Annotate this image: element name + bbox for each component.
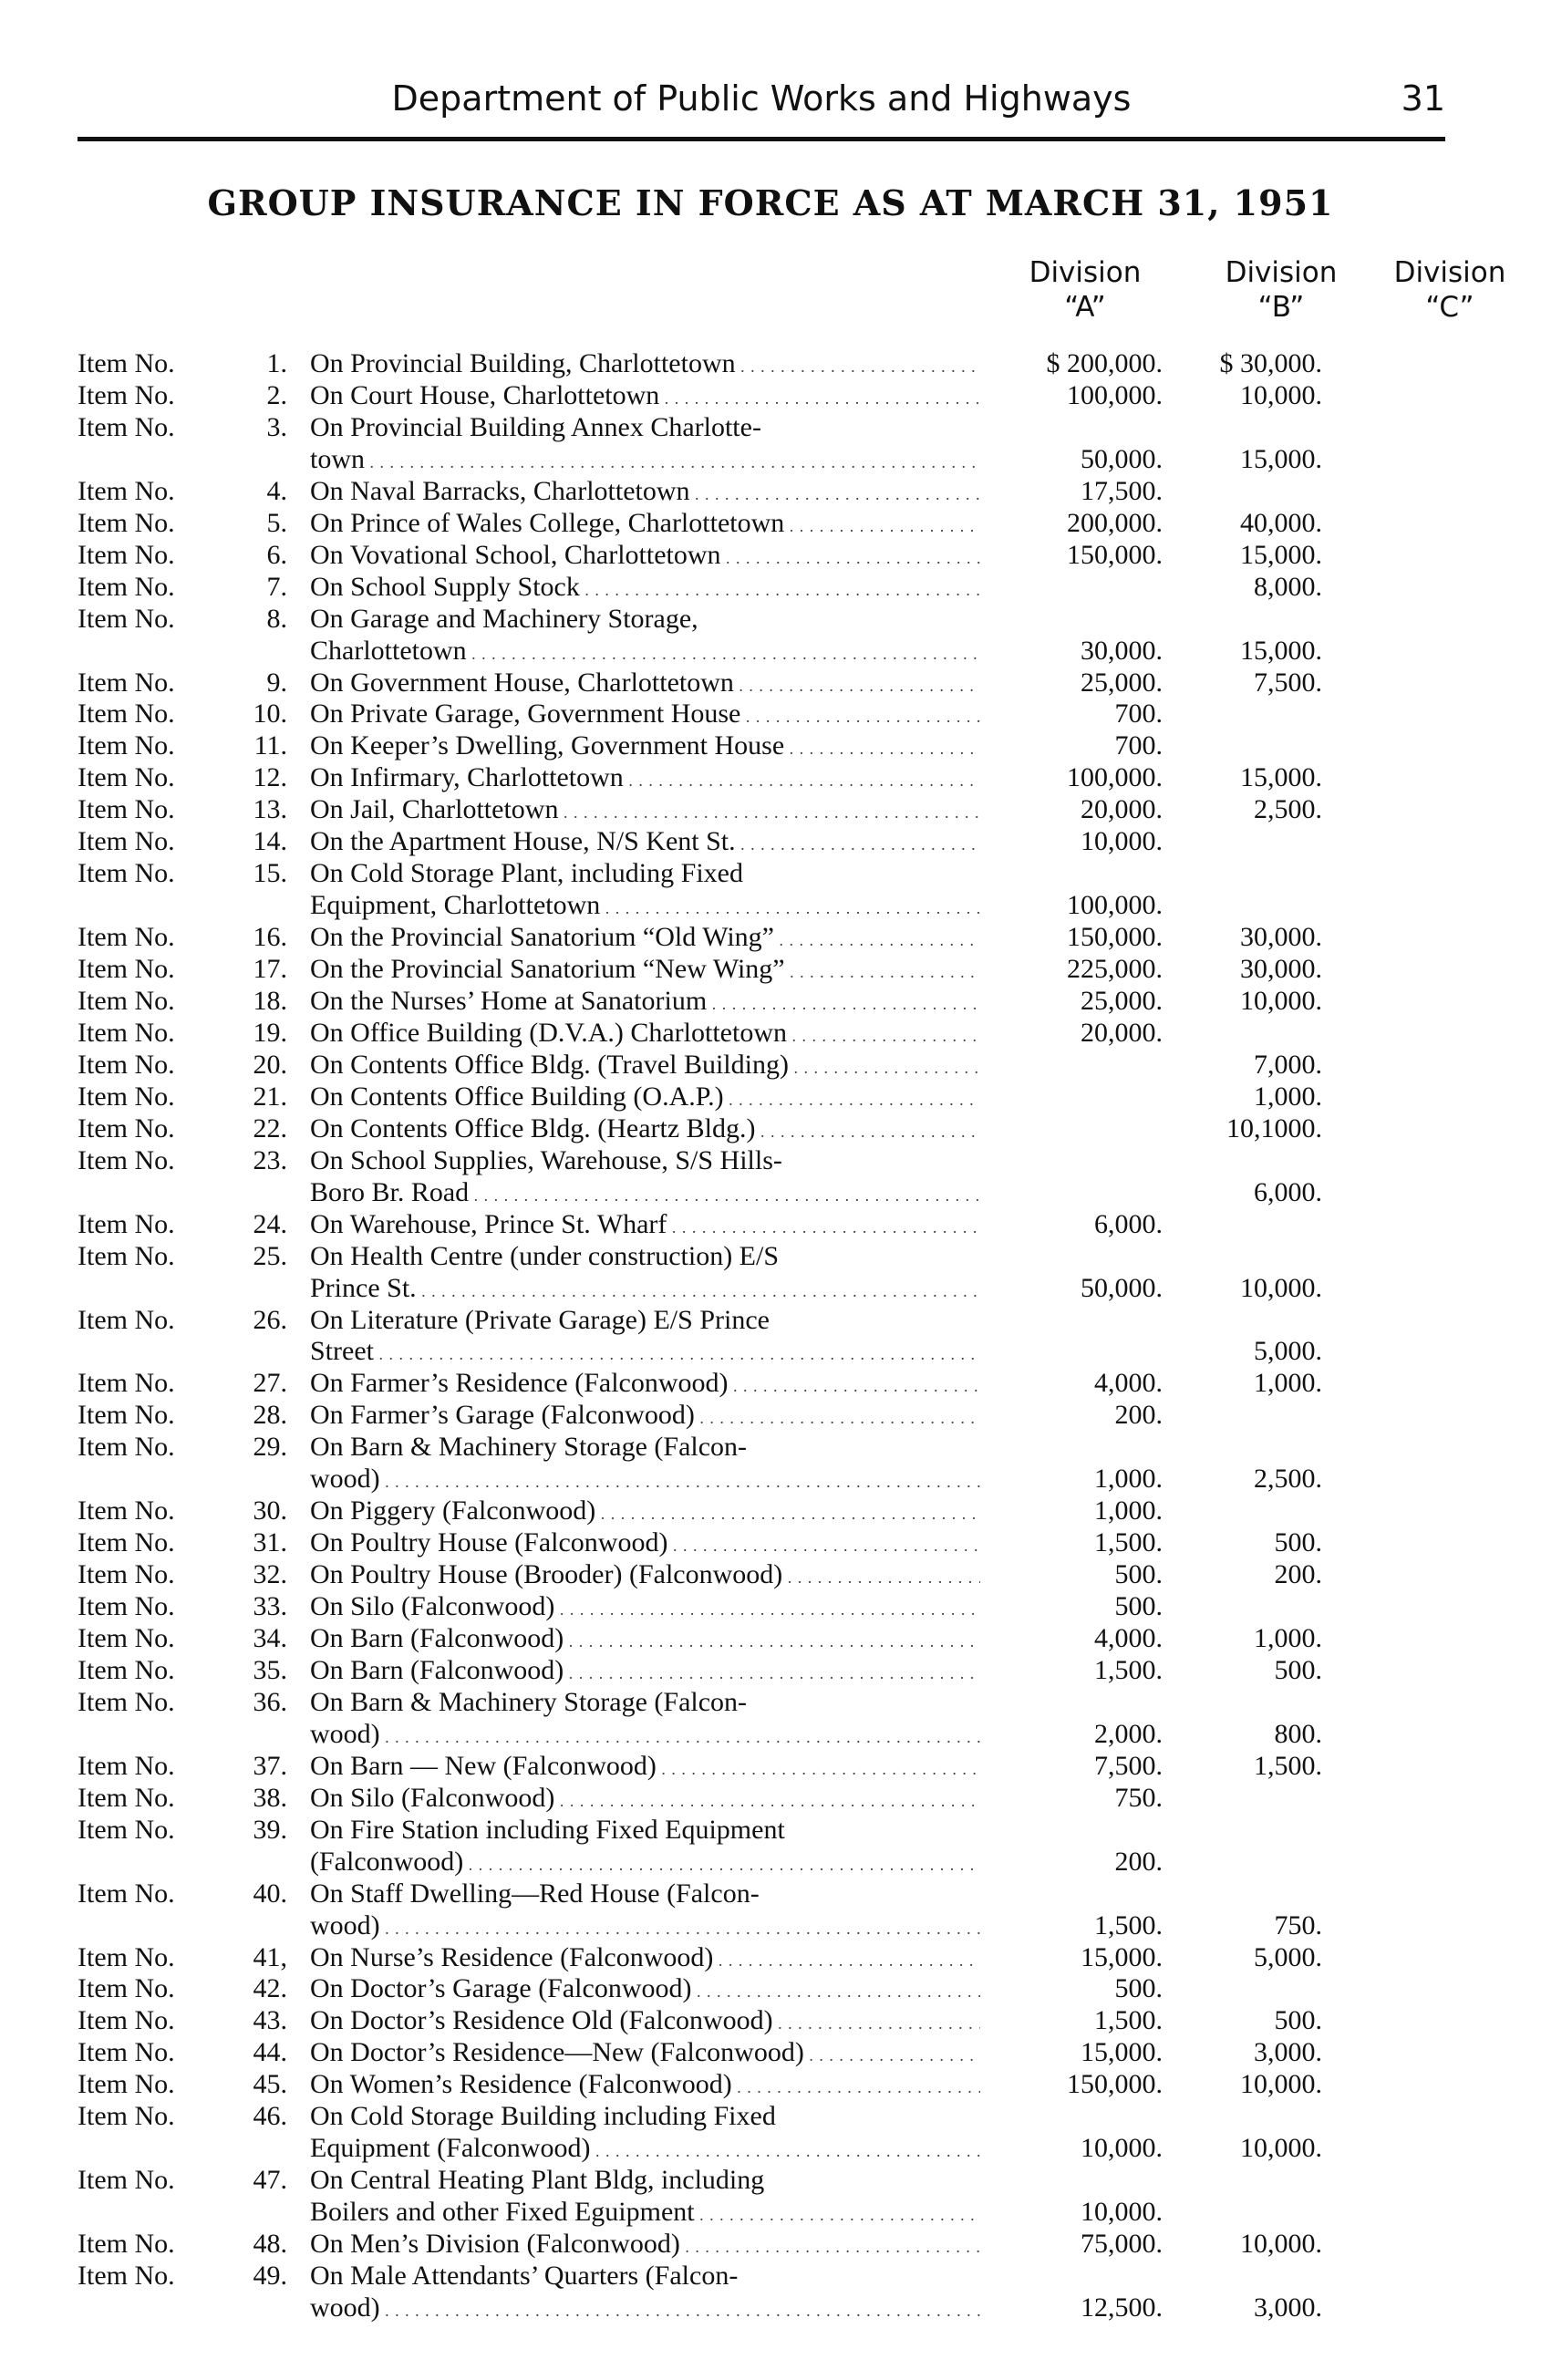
division-b-amount: 500. xyxy=(1274,1527,1322,1558)
item-label: Item No. xyxy=(78,1432,175,1463)
item-description: On Contents Office Building (O.A.P.) . . . xyxy=(310,1081,980,1112)
item-description: On Piggery (Falconwood) . . . xyxy=(310,1495,980,1526)
division-b-amount: 2,500. xyxy=(1254,1464,1322,1495)
item-label: Item No. xyxy=(78,1814,175,1845)
item-label: Item No. xyxy=(78,1591,175,1622)
item-label: Item No. xyxy=(78,1750,175,1781)
item-description: wood) . . . xyxy=(310,1909,980,1941)
division-b-amount: 10,000. xyxy=(1240,2229,1322,2260)
division-a-amount: 500. xyxy=(1114,1591,1163,1622)
division-a-amount: 100,000. xyxy=(1067,379,1163,410)
item-description: Prince St. . . . xyxy=(310,1272,980,1304)
division-a-amount: 150,000. xyxy=(1067,539,1163,570)
item-description: On Doctor’s Residence Old (Falconwood) . . . xyxy=(310,2004,980,2036)
division-a-amount: 6,000. xyxy=(1094,1208,1163,1239)
item-label: Item No. xyxy=(78,1081,175,1112)
division-a-amount: 50,000. xyxy=(1081,1272,1163,1303)
item-label: Item No. xyxy=(78,1112,175,1143)
division-a-amount: 10,000. xyxy=(1081,2133,1163,2164)
item-number: 43. xyxy=(253,2005,287,2036)
item-number: 41, xyxy=(253,1941,287,1972)
division-b-amount: 40,000. xyxy=(1240,507,1322,538)
item-label: Item No. xyxy=(78,1654,175,1685)
item-label: Item No. xyxy=(78,571,175,602)
item-description: On Infirmary, Charlottetown . . . xyxy=(310,761,980,793)
item-description: Equipment, Charlottetown . . . xyxy=(310,889,980,921)
item-number: 36. xyxy=(253,1686,287,1717)
division-a-amount: 15,000. xyxy=(1081,2037,1163,2068)
item-description: On Cold Storage Building including Fixed xyxy=(310,2101,776,2132)
item-number: 24. xyxy=(253,1208,287,1239)
item-number: 26. xyxy=(253,1304,287,1335)
division-b-amount: 10,000. xyxy=(1240,379,1322,410)
item-number: 35. xyxy=(253,1654,287,1685)
column-header-line: Division xyxy=(1225,256,1338,289)
item-label: Item No. xyxy=(78,922,175,953)
division-b-amount: 15,000. xyxy=(1240,443,1322,474)
page-number: 31 xyxy=(1401,78,1445,119)
item-number: 21. xyxy=(253,1081,287,1112)
item-label: Item No. xyxy=(78,1400,175,1431)
item-description: Charlottetown . . . xyxy=(310,635,980,667)
division-b-amount: 5,000. xyxy=(1254,1941,1322,1972)
division-b-amount: 15,000. xyxy=(1240,762,1322,793)
item-label: Item No. xyxy=(78,1304,175,1335)
item-label: Item No. xyxy=(78,1017,175,1048)
division-a-amount: 20,000. xyxy=(1081,794,1163,825)
item-description: On Poultry House (Falconwood) . . . xyxy=(310,1526,980,1558)
item-label: Item No. xyxy=(78,411,175,442)
item-label: Item No. xyxy=(78,348,175,378)
item-label: Item No. xyxy=(78,826,175,857)
item-description: On Provincial Building Annex Charlotte- xyxy=(310,411,761,442)
item-number: 3. xyxy=(266,411,287,442)
division-b-amount: 10,000. xyxy=(1240,986,1322,1016)
item-number: 38. xyxy=(253,1782,287,1813)
item-number: 30. xyxy=(253,1495,287,1526)
item-number: 11. xyxy=(253,730,287,761)
division-a-amount: 1,000. xyxy=(1094,1464,1163,1495)
item-number: 1. xyxy=(266,348,287,378)
item-description: On School Supplies, Warehouse, S/S Hills- xyxy=(310,1144,782,1175)
division-b-amount: $ 30,000. xyxy=(1219,348,1322,378)
item-label: Item No. xyxy=(78,986,175,1016)
item-description: On Garage and Machinery Storage, xyxy=(310,603,698,634)
item-description: On Farmer’s Residence (Falconwood) . . . xyxy=(310,1367,980,1399)
item-description: On Naval Barracks, Charlottetown . . . xyxy=(310,475,980,507)
item-number: 47. xyxy=(253,2165,287,2196)
item-number: 40. xyxy=(253,1878,287,1909)
division-a-amount: 200,000. xyxy=(1067,507,1163,538)
item-number: 17. xyxy=(253,954,287,985)
column-header-letter: “A” xyxy=(1064,291,1106,324)
item-label: Item No. xyxy=(78,954,175,985)
division-a-amount: 100,000. xyxy=(1067,762,1163,793)
item-number: 37. xyxy=(253,1750,287,1781)
item-description: On Fire Station including Fixed Equipment xyxy=(310,1814,785,1845)
item-label: Item No. xyxy=(78,1686,175,1717)
item-description: On Office Building (D.V.A.) Charlottetown . . . xyxy=(310,1017,980,1049)
division-b-amount: 15,000. xyxy=(1240,635,1322,666)
item-number: 32. xyxy=(253,1559,287,1590)
item-number: 31. xyxy=(253,1527,287,1558)
division-b-amount: 1,000. xyxy=(1254,1623,1322,1653)
item-label: Item No. xyxy=(78,1208,175,1239)
item-label: Item No. xyxy=(78,1973,175,2004)
division-b-amount: 15,000. xyxy=(1240,539,1322,570)
item-description: On Jail, Charlottetown . . . xyxy=(310,793,980,825)
item-description: On Provincial Building, Charlottetown . . . xyxy=(310,347,980,379)
division-a-amount: 25,000. xyxy=(1081,986,1163,1016)
item-description: On Central Heating Plant Bldg, including xyxy=(310,2165,765,2196)
division-b-amount: 750. xyxy=(1274,1909,1322,1940)
item-number: 19. xyxy=(253,1017,287,1048)
division-a-amount: 1,500. xyxy=(1094,1654,1163,1685)
division-a-amount: 12,500. xyxy=(1081,2292,1163,2323)
item-label: Item No. xyxy=(78,730,175,761)
item-description: On Farmer’s Garage (Falconwood) . . . xyxy=(310,1399,980,1431)
division-b-amount: 8,000. xyxy=(1254,571,1322,602)
item-description: On Contents Office Bldg. (Travel Building) . . . xyxy=(310,1049,980,1081)
item-label: Item No. xyxy=(78,603,175,634)
division-a-amount: 4,000. xyxy=(1094,1368,1163,1399)
item-number: 25. xyxy=(253,1240,287,1271)
item-label: Item No. xyxy=(78,1527,175,1558)
item-number: 20. xyxy=(253,1049,287,1080)
division-a-amount: 100,000. xyxy=(1067,890,1163,921)
division-b-amount: 5,000. xyxy=(1254,1336,1322,1367)
item-description: On Vovational School, Charlottetown . . . xyxy=(310,539,980,571)
item-label: Item No. xyxy=(78,1240,175,1271)
item-number: 44. xyxy=(253,2037,287,2068)
item-description: On Poultry House (Brooder) (Falconwood) . . . xyxy=(310,1558,980,1590)
item-description: On Keeper’s Dwelling, Government House . . . xyxy=(310,730,980,761)
division-b-amount: 10,1000. xyxy=(1226,1112,1322,1143)
column-header-line: Division xyxy=(1029,256,1142,289)
item-number: 13. xyxy=(253,794,287,825)
item-description: On Warehouse, Prince St. Wharf . . . xyxy=(310,1208,980,1240)
item-number: 27. xyxy=(253,1368,287,1399)
division-b-amount: 800. xyxy=(1274,1718,1322,1749)
division-a-amount: 15,000. xyxy=(1081,1941,1163,1972)
item-description: On the Provincial Sanatorium “Old Wing” . . . xyxy=(310,921,980,953)
division-a-amount: 1,000. xyxy=(1094,1495,1163,1526)
item-number: 23. xyxy=(253,1144,287,1175)
item-description: On Barn & Machinery Storage (Falcon- xyxy=(310,1432,748,1463)
division-b-amount: 2,500. xyxy=(1254,794,1322,825)
item-number: 10. xyxy=(253,698,287,730)
item-description: On Male Attendants’ Quarters (Falcon- xyxy=(310,2261,739,2291)
item-description: On Silo (Falconwood) . . . xyxy=(310,1782,980,1814)
item-description: On Prince of Wales College, Charlottetown . . . xyxy=(310,507,980,539)
item-label: Item No. xyxy=(78,1941,175,1972)
item-description: On Women’s Residence (Falconwood) . . . xyxy=(310,2068,980,2100)
division-a-amount: 1,500. xyxy=(1094,1909,1163,1940)
division-b-amount: 1,000. xyxy=(1254,1081,1322,1112)
item-number: 22. xyxy=(253,1112,287,1143)
item-description: On the Provincial Sanatorium “New Wing” . . . xyxy=(310,953,980,985)
item-label: Item No. xyxy=(78,762,175,793)
item-number: 5. xyxy=(266,507,287,538)
item-description: On the Nurses’ Home at Sanatorium . . . xyxy=(310,985,980,1017)
item-number: 18. xyxy=(253,986,287,1016)
item-description: On Barn & Machinery Storage (Falcon- xyxy=(310,1686,748,1717)
division-a-amount: 10,000. xyxy=(1081,2197,1163,2228)
item-description: wood) . . . xyxy=(310,1718,980,1750)
item-description: On Doctor’s Residence—New (Falconwood) . . . xyxy=(310,2036,980,2068)
item-label: Item No. xyxy=(78,698,175,730)
item-description: Street . . . xyxy=(310,1335,980,1367)
running-head-title: Department of Public Works and Highways xyxy=(391,78,1132,119)
division-b-amount: 3,000. xyxy=(1254,2037,1322,2068)
item-description: On School Supply Stock . . . xyxy=(310,571,980,603)
division-a-amount: 750. xyxy=(1114,1782,1163,1813)
item-label: Item No. xyxy=(78,1049,175,1080)
division-b-amount: 6,000. xyxy=(1254,1176,1322,1207)
item-description: On Doctor’s Garage (Falconwood) . . . xyxy=(310,1972,980,2004)
item-number: 48. xyxy=(253,2229,287,2260)
item-number: 6. xyxy=(266,539,287,570)
division-b-amount: 3,000. xyxy=(1254,2292,1322,2323)
item-label: Item No. xyxy=(78,1368,175,1399)
division-a-amount: 10,000. xyxy=(1081,826,1163,857)
item-number: 33. xyxy=(253,1591,287,1622)
division-a-amount: 225,000. xyxy=(1067,954,1163,985)
item-description: On Barn — New (Falconwood) . . . xyxy=(310,1750,980,1782)
item-description: On Government House, Charlottetown . . . xyxy=(310,667,980,698)
item-label: Item No. xyxy=(78,794,175,825)
item-description: wood) . . . xyxy=(310,2292,980,2323)
item-number: 29. xyxy=(253,1432,287,1463)
division-a-amount: 500. xyxy=(1114,1559,1163,1590)
column-header-letter: “C” xyxy=(1425,291,1474,324)
item-description: On Literature (Private Garage) E/S Prince xyxy=(310,1304,770,1335)
item-description: On Silo (Falconwood) . . . xyxy=(310,1590,980,1622)
item-description: On Private Garage, Government House . . . xyxy=(310,698,980,730)
item-description: On Staff Dwelling—Red House (Falcon- xyxy=(310,1878,760,1909)
item-label: Item No. xyxy=(78,2165,175,2196)
item-number: 49. xyxy=(253,2261,287,2291)
item-label: Item No. xyxy=(78,1495,175,1526)
item-description: Equipment (Falconwood) . . . xyxy=(310,2132,980,2164)
division-a-amount: 7,500. xyxy=(1094,1750,1163,1781)
item-label: Item No. xyxy=(78,2229,175,2260)
item-label: Item No. xyxy=(78,1623,175,1653)
item-description: On Barn (Falconwood) . . . xyxy=(310,1622,980,1654)
item-label: Item No. xyxy=(78,667,175,698)
division-b-amount: 500. xyxy=(1274,2005,1322,2036)
item-number: 39. xyxy=(253,1814,287,1845)
division-b-amount: 30,000. xyxy=(1240,954,1322,985)
division-b-amount: 200. xyxy=(1274,1559,1322,1590)
item-label: Item No. xyxy=(78,507,175,538)
item-label: Item No. xyxy=(78,539,175,570)
division-b-amount: 1,000. xyxy=(1254,1368,1322,1399)
item-description: On Barn (Falconwood) . . . xyxy=(310,1654,980,1686)
division-a-amount: 200. xyxy=(1114,1400,1163,1431)
division-a-amount: 4,000. xyxy=(1094,1623,1163,1653)
division-b-amount: 10,000. xyxy=(1240,2069,1322,2100)
division-b-amount: 30,000. xyxy=(1240,922,1322,953)
item-number: 14. xyxy=(253,826,287,857)
item-number: 34. xyxy=(253,1623,287,1653)
division-a-amount: 20,000. xyxy=(1081,1017,1163,1048)
division-a-amount: 30,000. xyxy=(1081,635,1163,666)
document-title: GROUP INSURANCE IN FORCE AS AT MARCH 31, 1951 xyxy=(207,182,1334,223)
item-number: 7. xyxy=(266,571,287,602)
column-header-letter: “B” xyxy=(1257,291,1305,324)
item-description: On Men’s Division (Falconwood) . . . xyxy=(310,2228,980,2260)
item-number: 15. xyxy=(253,858,287,889)
division-a-amount: $ 200,000. xyxy=(1046,348,1163,378)
item-description: On Nurse’s Residence (Falconwood) . . . xyxy=(310,1941,980,1973)
item-description: On Contents Office Bldg. (Heartz Bldg.) . . . xyxy=(310,1112,980,1144)
item-description: Boro Br. Road . . . xyxy=(310,1176,980,1208)
item-label: Item No. xyxy=(78,1878,175,1909)
item-label: Item No. xyxy=(78,1782,175,1813)
item-label: Item No. xyxy=(78,1144,175,1175)
item-number: 46. xyxy=(253,2101,287,2132)
item-label: Item No. xyxy=(78,379,175,410)
item-number: 28. xyxy=(253,1400,287,1431)
division-a-amount: 200. xyxy=(1114,1846,1163,1877)
division-b-amount: 10,000. xyxy=(1240,2133,1322,2164)
item-number: 2. xyxy=(266,379,287,410)
item-number: 4. xyxy=(266,475,287,506)
item-label: Item No. xyxy=(78,475,175,506)
item-description: On Health Centre (under construction) E/S xyxy=(310,1240,780,1271)
item-number: 9. xyxy=(266,667,287,698)
column-header-line: Division xyxy=(1393,256,1506,289)
item-label: Item No. xyxy=(78,1559,175,1590)
division-a-amount: 2,000. xyxy=(1094,1718,1163,1749)
item-label: Item No. xyxy=(78,2101,175,2132)
division-a-amount: 75,000. xyxy=(1081,2229,1163,2260)
division-a-amount: 500. xyxy=(1114,1973,1163,2004)
item-label: Item No. xyxy=(78,858,175,889)
division-b-amount: 1,500. xyxy=(1254,1750,1322,1781)
item-number: 8. xyxy=(266,603,287,634)
item-number: 42. xyxy=(253,1973,287,2004)
item-description: On the Apartment House, N/S Kent St. . . . xyxy=(310,825,980,857)
division-a-amount: 25,000. xyxy=(1081,667,1163,698)
division-b-amount: 7,500. xyxy=(1254,667,1322,698)
item-label: Item No. xyxy=(78,2037,175,2068)
division-b-amount: 10,000. xyxy=(1240,1272,1322,1303)
division-a-amount: 1,500. xyxy=(1094,2005,1163,2036)
division-a-amount: 700. xyxy=(1114,698,1163,730)
division-a-amount: 150,000. xyxy=(1067,2069,1163,2100)
division-a-amount: 150,000. xyxy=(1067,922,1163,953)
item-label: Item No. xyxy=(78,2261,175,2291)
item-description: On Court House, Charlottetown . . . xyxy=(310,379,980,411)
item-label: Item No. xyxy=(78,2069,175,2100)
item-description: (Falconwood) . . . xyxy=(310,1846,980,1878)
item-description: wood) . . . xyxy=(310,1463,980,1495)
item-description: On Cold Storage Plant, including Fixed xyxy=(310,858,743,889)
item-description: town . . . xyxy=(310,443,980,475)
division-a-amount: 50,000. xyxy=(1081,443,1163,474)
division-a-amount: 1,500. xyxy=(1094,1527,1163,1558)
item-number: 16. xyxy=(253,922,287,953)
division-a-amount: 17,500. xyxy=(1081,475,1163,506)
division-b-amount: 7,000. xyxy=(1254,1049,1322,1080)
item-label: Item No. xyxy=(78,2005,175,2036)
item-number: 12. xyxy=(253,762,287,793)
division-a-amount: 700. xyxy=(1114,730,1163,761)
division-b-amount: 500. xyxy=(1274,1654,1322,1685)
item-description: Boilers and other Fixed Eguipment . . . xyxy=(310,2196,980,2228)
item-number: 45. xyxy=(253,2069,287,2100)
